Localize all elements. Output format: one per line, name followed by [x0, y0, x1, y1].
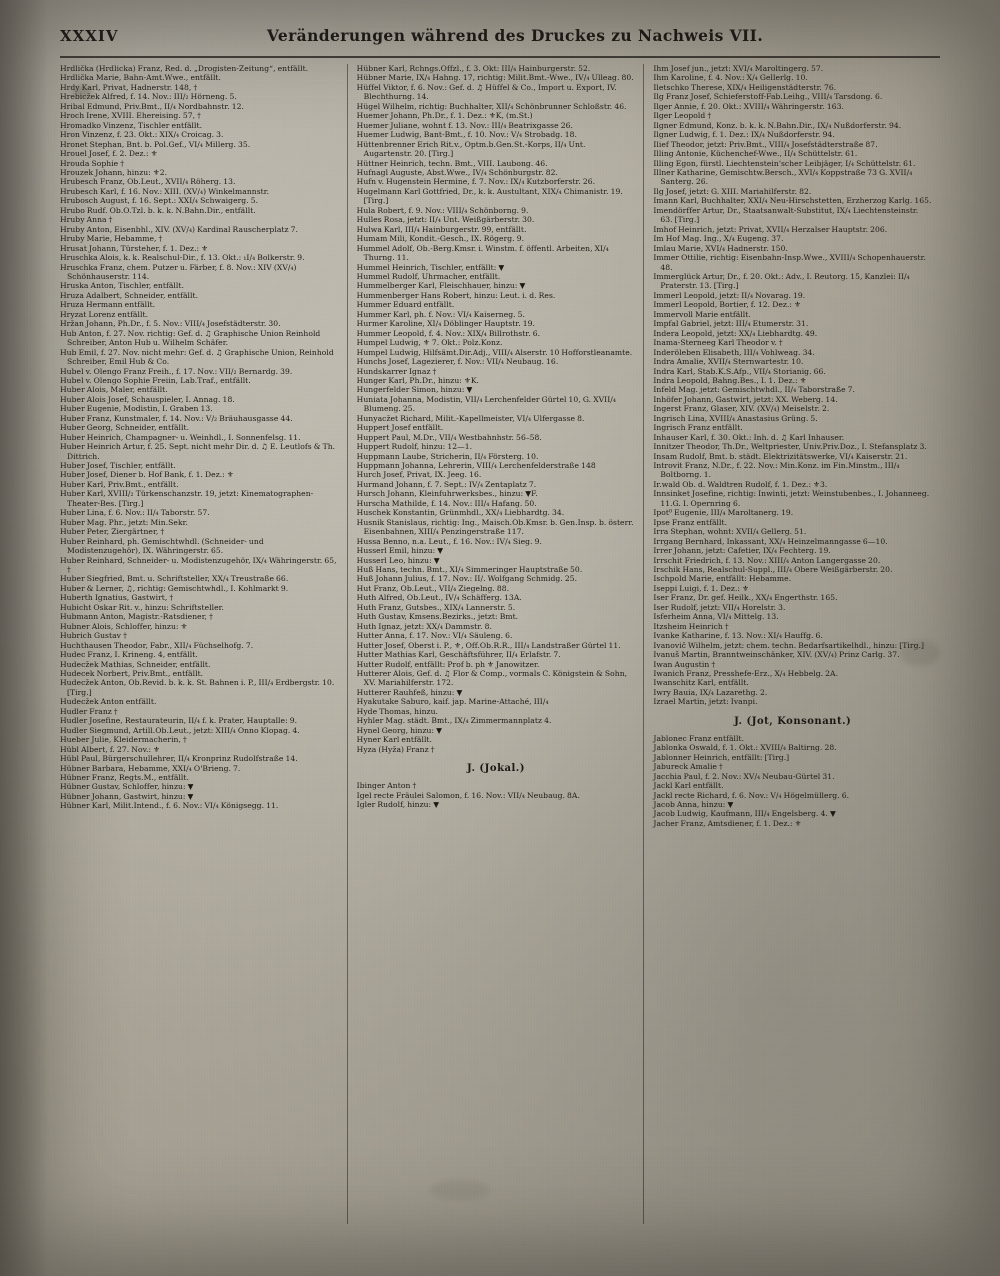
directory-entry: Hursch Johann, Kleinfuhrwerksbes., hinzu: ▼F.: [356, 489, 538, 499]
directory-entry: Impfal Gabriel, jetzt: III/₄ Etumerstr. 31.: [653, 319, 809, 329]
directory-entry: Hundskarrer Ignaz †: [356, 366, 437, 376]
directory-entry: Hruschka Alois, k. k. Realschul-Dir., f. 13. Okt.: ₁I/₄ Bolkerstr. 9.: [60, 253, 305, 263]
directory-entry: Hummer Karl, ph. f. Nov.: VI/₄ Kaiserneg. 5.: [356, 309, 526, 319]
directory-entry: Immer Ottilie, richtig: Eisenbahn-Insp.Wwe., XVIII/₄ Schopenhauerstr. 48.: [653, 253, 926, 272]
directory-entry: Immervoll Marie entfällt.: [653, 309, 751, 319]
directory-entry: Hurch Josef, Privat, IX. Jeeg. 16.: [356, 470, 482, 480]
directory-entry: Huber Franz, Kunstmaler, f. 14. Nov.: V/₂ Bräuhausgasse 44.: [60, 413, 293, 423]
directory-entry: Ilgner Ludwig, f. 1. Dez.: IX/₄ Nußdorferstr. 94.: [653, 130, 835, 140]
directory-entry: Introvit Franz, N.Dr., f. 22. Nov.: Min.Konz. im Fin.Minstm., III/₄ Boltborng. 1.: [653, 461, 900, 480]
directory-entry: Hrdy Karl, Privat, Hadnerstr. 148, †: [60, 82, 198, 92]
directory-entry: Hronet Stephan, Bnt. b. Pol.Gef., VI/₄ Millerg. 35.: [60, 139, 251, 149]
directory-entry: Huß Johann Julius, f. 17. Nov.: II/. Wolfgang Schmidg. 25.: [356, 574, 578, 584]
directory-entry: Ilgner Edmund, Konz. b. k. k. N.Bahn.Dir., IX/₄ Nußdorferstr. 94.: [653, 120, 902, 130]
directory-entry: Hummenberger Hans Robert, hinzu: Leut. i. d. Res.: [356, 290, 556, 300]
directory-entry: Hrubosch August, f. 16. Sept.: XXI/₄ Schwaigerg. 5.: [60, 196, 259, 206]
directory-entry: Imann Karl, Buchhalter, XXI/₄ Neu-Hirschstetten, Erzherzog Karlg. 165.: [653, 196, 932, 206]
directory-entry: Ilief Theodor, jetzt: Priv.Bmt., VIII/₄ Josefstädterstraße 87.: [653, 139, 878, 149]
directory-entry: Hrebicžek Alfred, f. 14. Nov.: III/₂ Hörneng. 5.: [60, 92, 237, 102]
directory-entry: Hroch Irene, XVIII. Ehereising. 57, †: [60, 111, 201, 121]
directory-entry: Ipot⁰ Eugenie, III/₄ Maroltanerg. 19.: [653, 508, 794, 518]
directory-entry: Inderöleben Elisabeth, III/₄ Vohlweag. 34.: [653, 347, 815, 357]
directory-entry: Immerl Leopold, Bortier, f. 12. Dez.: ⚜: [653, 300, 801, 310]
directory-entry: Hrubesch Franz, Ob.Leut., XVII/₄ Röherg. 13.: [60, 177, 236, 187]
directory-entry: Insam Rudolf, Bmt. b. städt. Elektrizitätswerke, VI/₄ Kaiserstr. 21.: [653, 451, 908, 461]
directory-entry: Iwry Bauia, IX/₄ Lazarethg. 2.: [653, 687, 768, 697]
directory-entry: Hügel Wilhelm, richtig: Buchhalter, XII/₄ Schönbrunner Schloßstr. 46.: [356, 101, 627, 111]
directory-entry: Indra Leopold, Bahng.Bes., I. 1. Dez.: ⚜: [653, 375, 807, 385]
page-content: [60, 26, 940, 1241]
directory-entry: Ischpold Marie, entfällt: Hebamme.: [653, 574, 792, 584]
directory-entry: Hübner Barbara, Hebamme, XXI/₄ O'Brieng. 7.: [60, 763, 241, 773]
directory-entry: Imendörffer Artur, Dr., Staatsanwalt-Substitut, IX/₄ Liechtensteinstr. 63. [Tirg.]: [653, 205, 919, 225]
directory-entry: Jablonka Oswald, f. 1. Okt.: XVIII/₄ Baltirng. 28.: [653, 743, 837, 753]
directory-entry: Iser Franz, Dr. gef. Heilk., XX/₄ Engerthstr. 165.: [653, 593, 838, 603]
directory-entry: Hübner Marie, IX/₄ Hahng. 17, richtig: Milit.Bmt.-Wwe., IV/₄ Ulleag. 80.: [356, 73, 634, 83]
directory-entry: Hudecžek Anton, Ob.Revid. b. k. k. St. Bahnen i. P., III/₄ Erdbergstr. 10. [Tirg.]: [60, 678, 335, 697]
directory-entry: Ilg Josef, jetzt: G. XIII. Mariahilferstr. 82.: [653, 186, 812, 196]
directory-entry: Hutterer Alois, Gef. d. ♫ Flor & Comp., vormals C. Königstein & Sohn, XV. Mariahilferstr. 172.: [356, 669, 628, 688]
directory-entry: Hrubesch Karl, f. 16. Nov.: XIII. (XV/₄) Winkelmannstr.: [60, 186, 270, 196]
directory-entry: Infeld Mag. jetzt: Gemischtwhdl., II/₄ Taborstraße 7.: [653, 385, 856, 395]
directory-entry: Hummel Rudolf, Uhrmacher, entfällt.: [356, 271, 501, 281]
directory-entry: Hübner Franz, Regts.M., entfällt.: [60, 772, 189, 782]
directory-entry: Hrdlička (Hrdlicka) Franz, Red. d. „Drogisten-Zeitung“, entfällt.: [60, 64, 309, 73]
directory-entry: Hübner Karl, Rchngs.Offzl., f. 3. Okt: III/₄ Hainburgerstr. 52.: [356, 64, 591, 73]
directory-entry: Irrschit Friedrich, f. 13. Nov.: XIII/₄ Anton Langergasse 20.: [653, 555, 881, 565]
directory-entry: Huber Lina, f. 6. Nov.: II/₄ Taborstr. 57.: [60, 508, 210, 518]
column-3: [643, 64, 940, 1224]
directory-entry: Huppert Paul, M.Dr., VII/₄ Westbahnhstr. 56–58.: [356, 432, 542, 442]
directory-entry: Hut Franz, Ob.Leut., VII/₄ Ziegelng. 88.: [356, 583, 510, 593]
directory-entry: Itzsheim Heinrich †: [653, 621, 729, 631]
column-1: [60, 64, 347, 1224]
directory-entry: Hynel Georg, hinzu: ▼: [356, 725, 443, 735]
directory-entry: Hudler Josefine, Restaurateurin, II/₄ f. k. Prater, Hauptalle: 9.: [60, 716, 298, 726]
directory-entry: Huß Hans, techn. Bmt., XI/₄ Simmeringer Hauptstraße 50.: [356, 565, 583, 575]
directory-entry: Huber Alois Josef, Schauspieler, I. Annag. 18.: [60, 394, 235, 404]
directory-entry: Huemer Johann, Ph.Dr., f. 1. Dez.: ⚜K, (m.St.): [356, 111, 533, 121]
page-header: [60, 26, 940, 52]
directory-entry: Imhof Heinrich, jetzt: Privat, XVII/₄ Herzalser Hauptstr. 206.: [653, 224, 888, 234]
directory-entry: Inama-Sterneeg Karl Theodor v. †: [653, 338, 783, 348]
directory-entry: Irschik Hans, Realschul-Suppl., III/₄ Obere Weißgärberstr. 20.: [653, 565, 893, 575]
directory-entry: Hruby Anna †: [60, 215, 113, 225]
directory-entry: Hutter Mathias Karl, Geschäftsführer, II/₄ Erlafstr. 7.: [356, 650, 561, 660]
directory-entry: Hruby Marie, Hebamme, †: [60, 234, 163, 244]
directory-entry: Hübner Karl, Milit.Intend., f. 6. Nov.: VI/₄ Königsegg. 11.: [60, 801, 279, 811]
directory-entry: Hudecžek Anton entfällt.: [60, 697, 157, 707]
directory-entry: Jablonec Franz entfällt.: [653, 733, 745, 743]
directory-entry: Hummer Eduard entfällt.: [356, 300, 455, 310]
column-2: [347, 64, 644, 1224]
directory-entry: Huppert Rudolf, hinzu: 12—1.: [356, 442, 473, 452]
directory-entry: Hudecek Norbert, Priv.Bmt., entfällt.: [60, 669, 204, 678]
directory-entry: Ilg Franz Josef, Schieferstoff-Fab.Leihg., VIII/₄ Tarsdong. 6.: [653, 92, 883, 102]
directory-entry: Huschek Konstantin, Grünmhdl., XX/₄ Liebhardtg. 34.: [356, 508, 565, 518]
directory-entry: Huber & Lerner, ♫, richtig: Gemischtwhdl., I. Kohlmarkt 9.: [60, 583, 289, 593]
directory-entry: Ivanke Katharine, f. 13. Nov.: XI/₄ Hauffg. 6.: [653, 631, 823, 641]
directory-entry: Husserl Leo, hinzu: ▼: [356, 555, 440, 565]
directory-entry: Hubmann Anton, Magistr.-Ratsdiener, †: [60, 612, 213, 622]
directory-entry: Ir.wald Ob. d. Waldtren Rudolf, f. 1. Dez.: ⚜3.: [653, 479, 828, 489]
directory-entry: Hüffel Viktor, f. 6. Nov.: Gef. d. ♫ Hüffel & Co., Import u. Export, IV. Blechthurng. 14.: [356, 82, 617, 102]
running-title: Veränderungen während des Druckes zu Nachweis VII.: [266, 26, 764, 45]
directory-entry: Hübner Johann, Gastwirt, hinzu: ▼: [60, 791, 194, 801]
directory-entry: Indra Karl, Stab.K.S.Afp., VII/₄ Storianig. 66.: [653, 366, 826, 376]
directory-entry: Hüttenbrenner Erich Rit.v., Optm.b.Gen.St.-Korps, II/₄ Unt. Augartenstr. 20. [Tirg.]: [356, 139, 586, 159]
directory-entry: Hyakutake Saburo, kaif. jap. Marine-Attaché, III/₄: [356, 697, 549, 707]
directory-entry: Huber Georg, Schneider, entfällt.: [60, 423, 190, 433]
directory-entry: Huber Reinhard, ph. Gemischtwhdl. (Schneider- und Modistenzugehör), IX. Währingerstr. 65.: [60, 536, 264, 556]
directory-entry: Hueber Julie, Kleidermacherin, †: [60, 735, 187, 745]
directory-entry: Hubicht Oskar Rit. v., hinzu: Schriftsteller.: [60, 602, 224, 612]
directory-entry: Huber Mag. Phr., jetzt: Min.Sekr.: [60, 517, 188, 527]
directory-entry: Huber Reinhard, Schneider- u. Modistenzugehör, IX/₄ Währingerstr. 65, †: [60, 555, 337, 575]
directory-entry: Illing Egon, fürstl. Liechtenstein'scher Leibjäger, I/₄ Schüttelstr. 61.: [653, 158, 916, 168]
directory-entry: Irra Stephan, wohnt: XVII/₄ Gellerg. 51.: [653, 527, 807, 537]
directory-entry: Imlau Marie, XVI/₄ Hadnerstr. 150.: [653, 243, 788, 253]
directory-entry: Hutter Rudolf, entfällt: Prof b. ph ⚜ Janowitzer.: [356, 659, 540, 669]
folio-number: XXXIV: [60, 27, 119, 45]
directory-entry: Hussa Benno, n.a. Leut., f. 16. Nov.: IV/₄ Sieg. 9.: [356, 536, 542, 546]
directory-entry: Hubel v. Olengo Franz Freih., f. 17. Nov.: VII/₂ Bernardg. 39.: [60, 366, 293, 376]
directory-entry: Izrael Martin, jetzt: Ivanpi.: [653, 697, 758, 707]
directory-entry: Huber Peter, Ziergärtner, †: [60, 527, 165, 537]
directory-entry: Hubner Alois, Schloffer, hinzu: ⚜: [60, 621, 188, 631]
directory-entry: Inhöfer Johann, Gastwirt, jetzt: XX. Weberg. 14.: [653, 394, 838, 404]
directory-entry: Jacob Anna, hinzu: ▼: [653, 799, 734, 809]
directory-entry: Jacher Franz, Amtsdiener, f. 1. Dez.: ⚜: [653, 818, 802, 828]
directory-entry: Irrgang Bernhard, Inkassant, XX/₄ Heinzelmanngasse 6—10.: [653, 536, 888, 546]
directory-entry: Hübner Gustav, Schloffer, hinzu: ▼: [60, 782, 194, 792]
directory-entry: Iwan Augustin †: [653, 659, 716, 669]
directory-entry: Huber Alois, Maler, entfällt.: [60, 385, 168, 395]
directory-entry: Ibinger Anton †: [356, 781, 417, 791]
header-rule: [60, 56, 940, 58]
directory-entry: Hruza Hermann entfällt.: [60, 300, 156, 310]
directory-entry: Hurmer Karoline, XI/₄ Döblinger Hauptstr. 19.: [356, 319, 535, 329]
directory-entry: Hruschka Franz, chem. Putzer u. Färber, f. 8. Nov.: XIV (XV/₄) Schönhauserstr. 114.: [60, 262, 297, 281]
directory-entry: Innsinket Josefine, richtig: Inwinti, jetzt: Weinstubenbes., I. Johanneeg. 11.G. I. Opernring 6.: [653, 489, 930, 508]
directory-entry: Huber Eugenie, Modistin, I. Graben 13.: [60, 404, 213, 414]
directory-columns: [60, 64, 940, 1224]
directory-entry: Iseppi Luigi, f. 1. Dez.: ⚜: [653, 583, 749, 593]
directory-entry: Hron Vinzenz, f. 23. Okt.: XIX/₄ Croicag. 3.: [60, 130, 224, 140]
directory-entry: Hromadko Vinzenz, Tischler entfällt.: [60, 120, 203, 130]
directory-entry: Huemer Ludwig, Bant-Bmt., f. 10. Nov.: V/₄ Strobadg. 18.: [356, 130, 577, 140]
directory-entry: Im Hof Mag. Ing., X/₄ Eugeng. 37.: [653, 234, 784, 244]
directory-entry: Ilger Annie, f. 20. Okt.: XVIII/₄ Währingerstr. 163.: [653, 101, 844, 111]
directory-entry: Hrouzek Johann, hinzu: ⚜2.: [60, 167, 168, 177]
directory-entry: Hunchs Josef, Lagezierer, f. Nov.: VII/₄ Neubaug. 16.: [356, 357, 559, 367]
directory-entry: Iser Rudolf, jetzt: VII/₄ Horelstr. 3.: [653, 602, 786, 612]
directory-entry: Indra Amalie, XVII/₄ Sternwartestr. 10.: [653, 357, 804, 367]
directory-entry: Hunyacžet Richard, Milit.-Kapellmeister, VI/₄ Ulfergasse 8.: [356, 413, 585, 423]
directory-entry: Hurmand Johann, f. 7. Sept.: IV/₄ Zentaplatz 7.: [356, 479, 537, 489]
directory-entry: Immerglück Artur, Dr., f. 20. Okt.: Adv., I. Reutorg. 15, Kanzlei: II/₄ Praterstr. 13. [Tirg.]: [653, 271, 910, 291]
directory-entry: Hub Anton, f. 27. Nov. richtig: Gef. d. ♫ Graphische Union Reinhold Schreiber, Anton Hub u. Wilhelm Schäfer.: [60, 328, 321, 348]
directory-entry: Huemer Juliane, wohnt f. 13. Nov.: III/₄ Beatrixgasse 26.: [356, 120, 573, 130]
directory-entry: Hruska Anton, Tischler, entfällt.: [60, 281, 184, 291]
directory-entry: Huchthausen Theodor, Fabr., XII/₄ Füchselhofg. 7.: [60, 640, 254, 650]
directory-entry: Huth Gustav, Kmsens.Bezirks., jetzt: Bmt.: [356, 612, 519, 622]
directory-entry: Immerl Leopold, jetzt: II/₄ Novarag. 19.: [653, 290, 806, 300]
directory-entry: Iwanschitz Karl, entfällt.: [653, 678, 749, 688]
directory-entry: Huberth Ignatius, Gastwirt, †: [60, 593, 174, 603]
directory-entry: Huppert Josef entfällt.: [356, 423, 444, 433]
directory-entry: Huber Siegfried, Bmt. u. Schriftsteller, XX/₄ Treustraße 66.: [60, 574, 289, 584]
directory-entry: Hyde Thomas, hinzu.: [356, 706, 438, 716]
directory-entry: Indera Leopold, jetzt: XX/₄ Liebhardtg. 49.: [653, 328, 818, 338]
directory-entry: Huber Heinrich, Champagner- u. Weinhdl., I. Sonnenfelsg. 11.: [60, 432, 301, 442]
directory-entry: Jablonner Heinrich, entfällt: [Tirg.]: [653, 752, 790, 762]
directory-entry: Hribal Edmund, Priv.Bmt., II/₄ Nordbahnstr. 12.: [60, 101, 244, 111]
directory-entry: Huth Alfred, Ob.Leut., IV/₄ Schäfferg. 13A.: [356, 593, 522, 603]
directory-entry: Hugelmann Karl Gottfried, Dr., k. k. Austultant, XIX/₄ Chimanistr. 19. [Tirg.]: [356, 186, 623, 206]
directory-entry: Hržan Johann, Ph.Dr., f. 5. Nov.: VIII/₄ Josefstädterstr. 30.: [60, 319, 281, 329]
directory-entry: Ipse Franz entfällt.: [653, 517, 728, 527]
directory-entry: Jacob Ludwig, Kaufmann, III/₄ Engelsberg. 4. ▼: [653, 809, 836, 819]
directory-entry: Iwanich Franz, Presshefe-Erz., X/₄ Hebbelg. 2A.: [653, 669, 839, 678]
directory-entry: Hudec Franz, I. Krineng. 4, entfällt.: [60, 650, 198, 660]
directory-entry: Ingrisch Lina, XVIII/₄ Anastasius Grüng. 5.: [653, 413, 818, 423]
directory-entry: Hübl Albert, f. 27. Nov.: ⚜: [60, 744, 160, 754]
directory-entry: Huniata Johanna, Modistin, VII/₄ Lerchenfelder Gürtel 10, G. XVII/₄ Blumeng. 25.: [356, 394, 616, 414]
directory-entry: Humpel Ludwig, Hilfsämt.Dir.Adj., VIII/₄ Alserstr. 10 Hofforstleanamte.: [356, 347, 633, 357]
directory-entry: Ingerst Franz, Glaser, XIV. (XV/₄) Meiselstr. 2.: [653, 404, 830, 414]
directory-entry: Hummel Heinrich, Tischler, entfällt: ▼: [356, 262, 505, 272]
directory-entry: Huber Heinrich Artur, f. 25. Sept. nicht mehr Dir. d. ♫ E. Leutlofs & Th. Dittrich.: [60, 442, 336, 461]
directory-entry: Inhauser Karl, f. 30. Okt.: Inh. d. ♫ Karl Inhauser.: [653, 432, 845, 442]
directory-entry: Hübl Paul, Bürgerschullehrer, II/₄ Kronprinz Rudolfstraße 14.: [60, 754, 298, 764]
directory-entry: Humpel Ludwig, ⚜ 7. Okt.: Polz.Konz.: [356, 338, 503, 348]
directory-entry: Hub Emil, f. 27. Nov. nicht mehr: Gef. d. ♫ Graphische Union, Reinhold Schreiber, Emil Hub & Co.: [60, 347, 334, 367]
directory-entry: Hudler Siegmund, Artill.Ob.Leut., jetzt: XIII/₄ Onno Klopag. 4.: [60, 725, 300, 735]
directory-entry: Huber Josef, Tischler, entfällt.: [60, 461, 176, 471]
letter-section-heading: J. (Jokal.): [467, 763, 525, 775]
directory-entry: Ihm Karoline, f. 4. Nov.: X/₄ Gellerlg. 10.: [653, 73, 808, 83]
directory-entry: Hyhler Mag. städt. Bmt., IX/₄ Zimmermannplatz 4.: [356, 716, 552, 726]
directory-entry: Hubel v. Olengo Sophie Freiin, Lab.Traf., entfällt.: [60, 375, 251, 385]
directory-entry: Isferheim Anna, VI/₄ Mittelg. 13.: [653, 612, 779, 622]
directory-entry: Humam Mili, Kondit.-Gesch., IX. Rögerg. 9.: [356, 234, 525, 244]
directory-entry: Hutterer Rauhfeß, hinzu: ▼: [356, 687, 463, 697]
directory-entry: Iletschko Therese, XIX/₄ Heiligenstädterstr. 76.: [653, 82, 837, 92]
directory-entry: Ingrisch Franz entfällt.: [653, 423, 743, 433]
directory-entry: Jabureck Amalie †: [653, 762, 723, 772]
directory-entry: Huber Karl, Priv.Bmt., entfällt.: [60, 479, 179, 489]
directory-entry: Jacchia Paul, f. 2. Nov.: XV/₄ Neubau-Gürtel 31.: [653, 771, 835, 781]
directory-entry: Hruza Adalbert, Schneider, entfällt.: [60, 290, 199, 300]
letter-section-heading: J. (Jot, Konsonant.): [734, 715, 852, 727]
directory-entry: Huth Franz, Gutsbes., XIX/₄ Lannerstr. 5.: [356, 602, 516, 612]
directory-entry: Huth Ignaz, jetzt: XX/₄ Dammstr. 8.: [356, 621, 492, 631]
directory-entry: Hufnagl Auguste, Abst.Wwe., IV/₄ Schönburgstr. 82.: [356, 167, 558, 177]
directory-entry: Hula Robert, f. 9. Nov.: VIII/₄ Schönborng. 9.: [356, 205, 529, 215]
directory-entry: Hutter Anna, f. 17. Nov.: VI/₄ Säuleng. 6.: [356, 631, 513, 641]
directory-entry: Hummelberger Karl, Fleischhauer, hinzu: ▼: [356, 281, 526, 291]
directory-entry: Husnik Stanislaus, richtig: Ing., Maisch.Ob.Kmsr. b. Gen.Insp. b. österr. Eisenbahnen, XIII/₄ Penzingerstraße 117.: [356, 517, 634, 537]
directory-entry: Hummer Leopold, f. 4. Nov.: XIX/₄ Billrothstr. 6.: [356, 328, 541, 338]
directory-entry: Ivanuš Martin, Branntweinschänker, XIV. (XV/₄) Prinz Carlg. 37.: [653, 650, 900, 660]
directory-entry: Hulles Rosa, jetzt: II/₄ Unt. Weißgärberstr. 30.: [356, 215, 535, 225]
directory-entry: Hulwa Karl, III/₄ Hainburgerstr. 99, entfällt.: [356, 224, 527, 234]
directory-entry: Hyza (Hyža) Franz †: [356, 744, 435, 754]
directory-entry: Huppmann Laube, Stricherin, II/₄ Försterg. 10.: [356, 451, 539, 461]
directory-entry: Hutter Josef, Oberst i. P., ⚜, Off.Ob.R.R., III/₄ Landstraßer Gürtel 11.: [356, 640, 621, 650]
directory-entry: Hunger Karl, Ph.Dr., hinzu: ⚜K.: [356, 375, 480, 385]
directory-entry: Illing Antonie, Küchenchef-Wwe., II/₄ Schüttelstr. 61.: [653, 149, 858, 159]
directory-entry: Huber Karl, XVIII/₂ Türkenschanzstr. 19, jetzt: Kinematographen-Theater-Bes. [Tirg.]: [60, 489, 314, 508]
directory-entry: Hüttner Heinrich, techn. Bmt., VIII. Laubong. 46.: [356, 158, 548, 168]
directory-entry: Hudler Franz †: [60, 706, 118, 716]
directory-entry: Irrer Johann, jetzt: Cafetier, IX/₄ Fechterg. 19.: [653, 546, 831, 556]
directory-entry: Huber Josef, Diener b. Hof Bank, f. 1. Dez.: ⚜: [60, 470, 234, 480]
directory-entry: Igler Rudolf, hinzu: ▼: [356, 799, 440, 809]
directory-entry: Hudecžek Mathias, Schneider, entfällt.: [60, 659, 211, 669]
directory-entry: Ilger Leopold †: [653, 111, 712, 121]
directory-entry: Igel recte Fräulei Salomon, f. 16. Nov.: VII/₄ Neubaug. 8A.: [356, 790, 580, 800]
page-edge-shadow: [0, 0, 48, 1276]
directory-entry: Hrdlička Marie, Bahn-Amt.Wwe., entfällt.: [60, 73, 221, 83]
directory-entry: Ihm Josef jun., jetzt: XVI/₄ Maroltingerg. 57.: [653, 64, 824, 73]
directory-entry: Hrusat Johann, Türsteher, f. 1. Dez.: ⚜: [60, 243, 209, 253]
directory-entry: Hrouel Josef, f. 2. Dez.: ⚜: [60, 149, 158, 159]
directory-entry: Hubrich Gustav †: [60, 631, 127, 641]
directory-entry: Hrouda Sophie †: [60, 158, 125, 168]
directory-entry: Hungerfelder Simon, hinzu: ▼: [356, 385, 473, 395]
directory-entry: Illner Katharine, Gemischtw.Bersch., XVI/₄ Koppstraße 73 G. XVII/₄ Santerg. 26.: [653, 167, 913, 187]
directory-entry: Hummel Adolf, Ob.-Berg.Kmsr. i. Winstm. f. öffentl. Arbeiten, XI/₄ Thurng. 11.: [356, 243, 609, 263]
directory-entry: Hyner Karl entfällt.: [356, 735, 432, 745]
directory-entry: Ivanovič Wilhelm, jetzt: chem. techn. Bedarfsartikelhdl., hinzu: [Tirg.]: [653, 640, 924, 650]
directory-entry: Innitzer Theodor, Th.Dr., Weltpriester, Univ.Priv.Doz., I. Stefansplatz 3.: [653, 442, 927, 452]
directory-entry: Jackl Karl entfällt.: [653, 781, 724, 791]
directory-entry: Hufn v. Hugenstein Hermine, f. 7. Nov.: IX/₄ Kutzborferstr. 26.: [356, 177, 596, 187]
directory-entry: Huppmann Johanna, Lehrerin, VIII/₄ Lerchenfelderstraße 148: [356, 461, 596, 471]
directory-entry: Hrubo Rudf. Ob.O.Tzl. b. k. k. N.Bahn.Dir., entfällt.: [60, 205, 256, 215]
directory-entry: Hruby Anton, Eisenbhl., XIV. (XV/₄) Kardinal Rauscherplatz 7.: [60, 224, 298, 234]
directory-entry: Hurscha Mathilde, f. 14. Nov.: III/₄ Hafang. 50.: [356, 498, 537, 508]
directory-entry: Hryzat Lorenz entfällt.: [60, 309, 149, 319]
directory-entry: Husserl Emil, hinzu: ▼: [356, 546, 444, 556]
directory-entry: Jackl recte Richard, f. 6. Nov.: V/₄ Högelmüllerg. 6.: [653, 790, 850, 800]
